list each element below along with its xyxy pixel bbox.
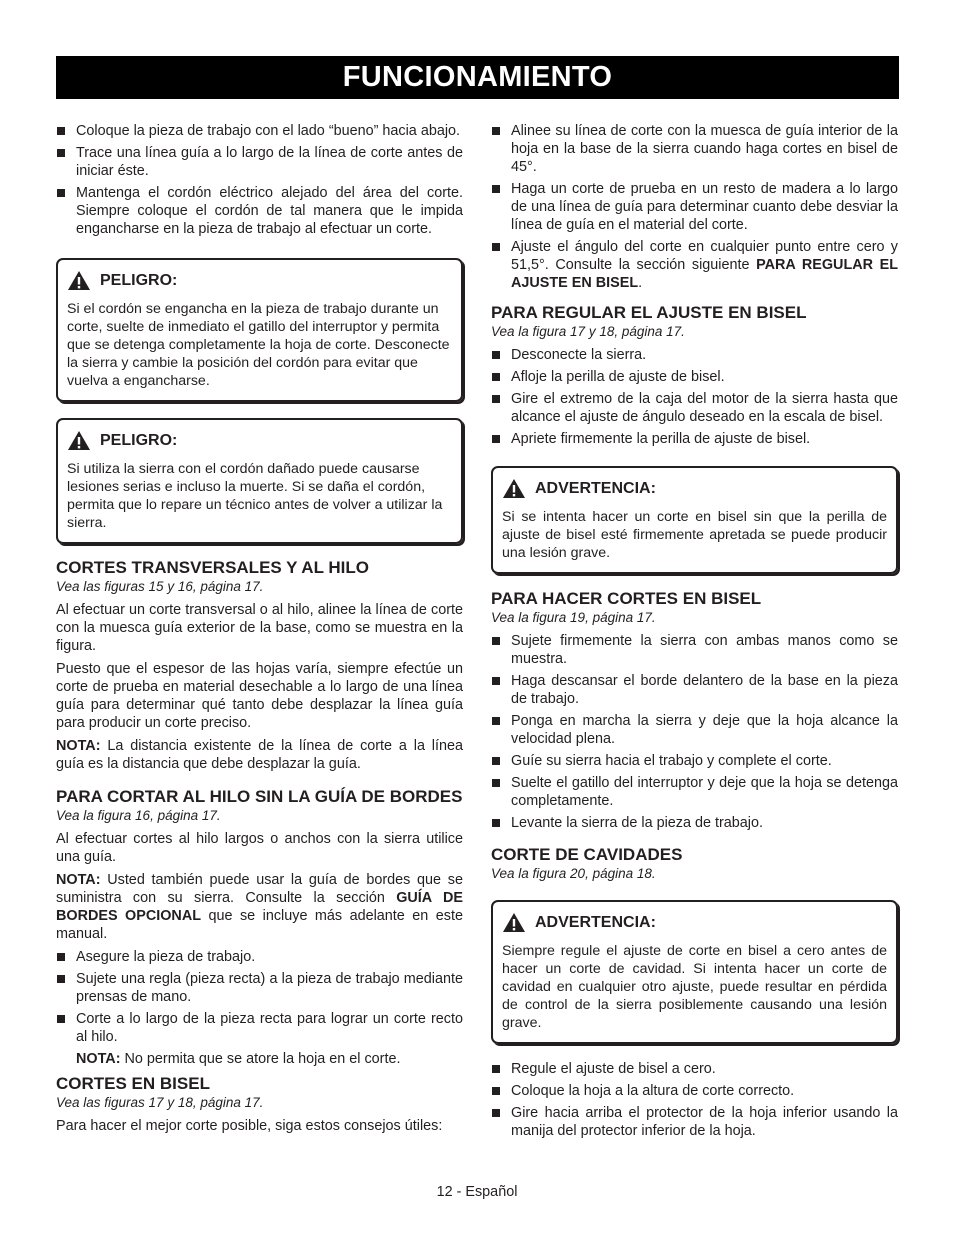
warning-triangle-icon (502, 478, 526, 499)
figure-reference: Vea las figuras 17 y 18, página 17. (56, 1095, 264, 1110)
bevelcut-bullet-list (491, 632, 898, 832)
danger-box (56, 258, 463, 402)
list-item: Coloque la hoja a la altura de corte correcto. (491, 1082, 898, 1100)
left-column (56, 122, 463, 1140)
pocket-bullet-list (491, 1060, 898, 1140)
bullet-square-icon (57, 189, 65, 197)
section-heading: PARA HACER CORTES EN BISEL (491, 589, 762, 608)
note-paragraph: NOTA: Usted también puede usar la guía de bordes que se suministra con su sierra. Consulte la sección GUÍA DE BORDES OPCIONAL que se incluye más adelante en este manual. (56, 872, 464, 942)
list-item: Trace una línea guía a lo largo de la línea de corte antes de iniciar éste. (56, 144, 463, 180)
list-item: Suelte el gatillo del interruptor y deje que la hoja se detenga completamente. (491, 774, 898, 810)
warning-box (491, 900, 898, 1044)
bullet-square-icon (492, 185, 500, 193)
list-item: Sujete firmemente la sierra con ambas manos como se muestra. (491, 632, 898, 668)
bullet-square-icon (492, 677, 500, 685)
bullet-square-icon (492, 395, 500, 403)
paragraph: Puesto que el espesor de las hojas varía, siempre efectúe un corte de prueba en material desechable a lo largo de una línea guía para determinar qué tanto debe desplazar la línea guía para producir un corte preciso. (56, 661, 463, 731)
figure-reference: Vea la figura 17 y 18, página 17. (491, 324, 685, 339)
list-item: Haga descansar el borde delantero de la base en la pieza de trabajo. (491, 672, 898, 708)
note-paragraph: NOTA: No permita que se atore la hoja en el corte. (76, 1051, 401, 1067)
warning-text: Siempre regule el ajuste de corte en bisel a cero antes de hacer un corte de cavidad. Si intenta hacer un corte de cavidad en cualquier otro ajuste, puede resultar en pérdida de control de la sierra posiblemente causando una lesión grave. (502, 943, 887, 1031)
list-item: Apriete firmemente la perilla de ajuste de bisel. (491, 430, 898, 448)
warning-label: ADVERTENCIA: (535, 913, 656, 931)
section-heading: PARA CORTAR AL HILO SIN LA GUÍA DE BORDES (56, 787, 463, 806)
bullet-square-icon (492, 373, 500, 381)
section-heading: CORTES EN BISEL (56, 1074, 210, 1093)
bullet-square-icon (492, 1109, 500, 1117)
list-item: Gire hacia arriba el protector de la hoja inferior usando la manija del protector inferior de la hoja. (491, 1104, 898, 1140)
warning-label: ADVERTENCIA: (535, 479, 656, 497)
danger-label: PELIGRO: (100, 271, 178, 289)
warning-triangle-icon (67, 270, 91, 291)
page-title: FUNCIONAMIENTO (56, 56, 899, 99)
paragraph: Para hacer el mejor corte posible, siga estos consejos útiles: (56, 1118, 443, 1134)
bullet-square-icon (492, 757, 500, 765)
list-item: Corte a lo largo de la pieza recta para lograr un corte recto al hilo. (56, 1010, 463, 1046)
warning-triangle-icon (67, 430, 91, 451)
list-item: Coloque la pieza de trabajo con el lado “bueno” hacia abajo. (56, 122, 463, 140)
bullet-square-icon (492, 637, 500, 645)
figure-reference: Vea la figura 20, página 18. (491, 866, 656, 881)
figure-reference: Vea la figura 16, página 17. (56, 808, 221, 823)
danger-box (56, 418, 463, 544)
warning-text: Si se intenta hacer un corte en bisel sin que la perilla de ajuste de bisel esté firmemente apretada se puede producir una lesión grave. (502, 509, 887, 561)
list-item: Desconecte la sierra. (491, 346, 898, 364)
page-footer: 12 - Español (436, 1184, 518, 1200)
bullet-square-icon (57, 975, 65, 983)
ripcut-bullet-list (56, 948, 463, 1046)
list-item: Sujete una regla (pieza recta) a la pieza de trabajo mediante prensas de mano. (56, 970, 463, 1006)
bullet-square-icon (492, 351, 500, 359)
right-column (491, 122, 898, 1144)
bullet-square-icon (57, 1015, 65, 1023)
paragraph: Al efectuar un corte transversal o al hilo, alinee la línea de corte con la muesca guía exterior de la base, como se muestra en la figura. (56, 602, 463, 654)
bullet-square-icon (492, 435, 500, 443)
bullet-square-icon (492, 779, 500, 787)
warning-triangle-icon (502, 912, 526, 933)
list-item: Asegure la pieza de trabajo. (56, 948, 463, 966)
warning-box (491, 466, 898, 574)
list-item: Regule el ajuste de bisel a cero. (491, 1060, 898, 1078)
paragraph: Al efectuar cortes al hilo largos o anchos con la sierra utilice una guía. (56, 831, 463, 865)
bullet-square-icon (492, 127, 500, 135)
section-heading: CORTES TRANSVERSALES Y AL HILO (56, 558, 369, 577)
list-item: Haga un corte de prueba en un resto de madera a lo largo de una línea de guía para determinar cuanto debe desviar la línea de guía en el material del corte. (491, 180, 898, 234)
bullet-square-icon (57, 149, 65, 157)
list-item: Guíe su sierra hacia el trabajo y complete el corte. (491, 752, 898, 770)
list-item: Afloje la perilla de ajuste de bisel. (491, 368, 898, 386)
figure-reference: Vea la figura 19, página 17. (491, 610, 656, 625)
bullet-square-icon (492, 1087, 500, 1095)
danger-text: Si el cordón se engancha en la pieza de trabajo durante un corte, suelte de inmediato el gatillo del interruptor y permita que se detenga completamente la hoja de corte. Desconecte la sierra y cambie la posición del cordón para evitar que vuelva a engancharse. (67, 301, 450, 389)
bullet-square-icon (57, 953, 65, 961)
list-item: Levante la sierra de la pieza de trabajo. (491, 814, 898, 832)
intro-bullet-list (56, 122, 463, 238)
section-heading: CORTE DE CAVIDADES (491, 845, 683, 864)
list-item: Alinee su línea de corte con la muesca de guía interior de la hoja en la base de la sierra cuando haga cortes en bisel de 45°. (491, 122, 898, 176)
list-item: Mantenga el cordón eléctrico alejado del área del corte. Siempre coloque el cordón de tal manera que le impida engancharse en la pieza de trabajo al efectuar un corte. (56, 184, 463, 238)
bullet-square-icon (492, 819, 500, 827)
section-heading: PARA REGULAR EL AJUSTE EN BISEL (491, 303, 807, 322)
adjust-bullet-list (491, 346, 898, 448)
bullet-square-icon (57, 127, 65, 135)
note-paragraph: NOTA: La distancia existente de la línea de corte a la línea guía es la distancia que debe desplazar la guía. (56, 738, 463, 772)
list-item: Ponga en marcha la sierra y deje que la hoja alcance la velocidad plena. (491, 712, 898, 748)
bullet-square-icon (492, 1065, 500, 1073)
bevel-tips-list (491, 122, 898, 292)
danger-text: Si utiliza la sierra con el cordón dañado puede causarse lesiones serias e incluso la muerte. Si se daña el cordón, permita que lo repare un técnico antes de volver a utilizar la sierra. (67, 461, 443, 531)
figure-reference: Vea las figuras 15 y 16, página 17. (56, 579, 264, 594)
danger-label: PELIGRO: (100, 431, 178, 449)
bullet-square-icon (492, 243, 500, 251)
list-item: Ajuste el ángulo del corte en cualquier punto entre cero y 51,5°. Consulte la sección siguiente PARA REGULAR EL AJUSTE EN BISEL. (491, 238, 898, 292)
bullet-square-icon (492, 717, 500, 725)
list-item: Gire el extremo de la caja del motor de la sierra hasta que alcance el ajuste de ángulo deseado en la escala de bisel. (491, 390, 898, 426)
